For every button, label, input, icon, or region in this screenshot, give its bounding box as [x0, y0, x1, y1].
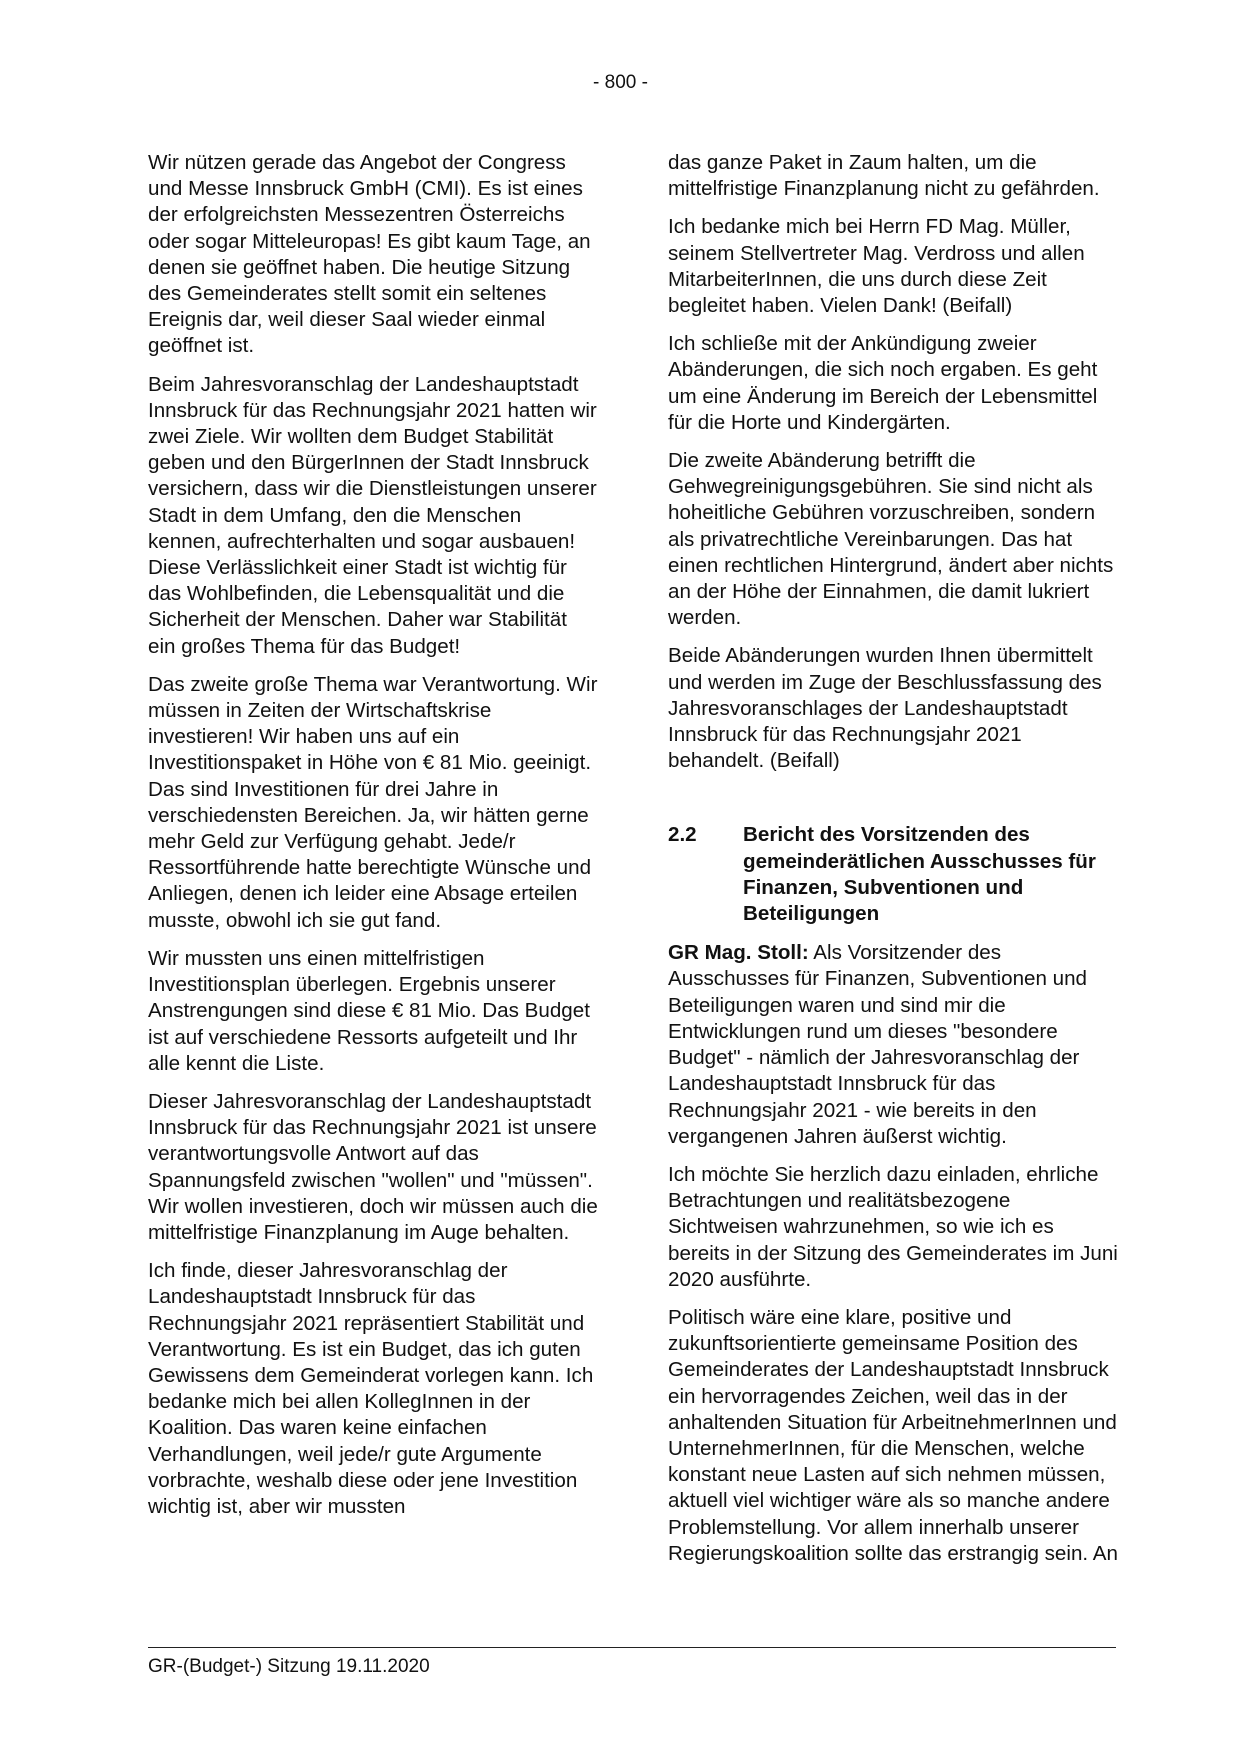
- paragraph: Die zweite Abänderung betrifft die Gehwegreinigungsgebühren. Sie sind nicht als hoheitliche Gebühren vorzuschreiben, sondern als privatrechtliche Vereinbarungen. Das hat einen rechtlichen Hintergrund, ändert aber nichts an der Höhe der Einnahmen, die damit lukriert werden.: [668, 449, 1114, 630]
- paragraph: Wir nützen gerade das Angebot der Congress und Messe Innsbruck GmbH (CMI). Es ist eines der erfolgreichsten Messezentren Österreichs oder sogar Mitteleuropas! Es gibt kaum Tage, an denen sie geöffnet haben. Die heutige Sitzung des Gemeinderates stellt somit ein seltenes Ereignis dar, weil dieser Saal wieder einmal geöffnet ist.: [148, 151, 591, 358]
- paragraph: Politisch wäre eine klare, positive und zukunftsorientierte gemeinsame Position des Gemeinderates der Landeshauptstadt Innsbruck ein hervorragendes Zeichen, weil das in der anhaltenden Situation für ArbeitnehmerInnen und UnternehmerInnen, für die Menschen, welche konstant neue Lasten auf sich nehmen müssen, aktuell viel wichtiger wäre als so manche andere Problemstellung. Vor allem innerhalb unserer Regierungskoalition sollte das erstrangig sein. An: [668, 1305, 1118, 1565]
- section-title: Bericht des Vorsitzenden des gemeinderätlichen Ausschusses für Finanzen, Subventionen und Beteiligungen: [743, 823, 1096, 926]
- section-heading: [668, 822, 1118, 927]
- paragraph: das ganze Paket in Zaum halten, um die mittelfristige Finanzplanung nicht zu gefährden.: [668, 151, 1100, 201]
- paragraph: Ich möchte Sie herzlich dazu einladen, ehrliche Betrachtungen und realitätsbezogene Sichtweisen wahrzunehmen, so wie ich es bereits in der Sitzung des Gemeinderates im Juni 2020 ausführte.: [668, 1162, 1118, 1291]
- left-column: [148, 150, 598, 1532]
- right-column: [668, 150, 1118, 1579]
- paragraph: Ich schließe mit der Ankündigung zweier Abänderungen, die sich noch ergaben. Es geht um eine Änderung im Bereich der Lebensmittel für die Horte und Kindergärten.: [668, 332, 1098, 434]
- speaker-text: Als Vorsitzender des Ausschusses für Finanzen, Subventionen und Beteiligungen waren und sind mir die Entwicklungen rund um dieses "besondere Budget" - nämlich der Jahresvoranschlag der Landeshauptstadt Innsbruck für das Rechnungsjahr 2021 - wie bereits in den vergangenen Jahren äußerst wichtig.: [668, 941, 1088, 1148]
- speaker-paragraph: [668, 940, 1118, 1150]
- paragraph: Das zweite große Thema war Verantwortung. Wir müssen in Zeiten der Wirtschaftskrise investieren! Wir haben uns auf ein Investitionspaket in Höhe von € 81 Mio. geeinigt. Das sind Investitionen für drei Jahre in verschiedensten Bereichen. Ja, wir hätten gerne mehr Geld zur Verfügung gehabt. Jede/r Ressortführende hatte berechtigte Wünsche und Anliegen, denen ich leider eine Absage erteilen musste, obwohl ich sie gut fand.: [148, 672, 598, 932]
- paragraph: Beide Abänderungen wurden Ihnen übermittelt und werden im Zuge der Beschlussfassung des Jahresvoranschlages der Landeshauptstadt Innsbruck für das Rechnungsjahr 2021 behandelt. (Beifall): [668, 644, 1102, 773]
- speaker-name: GR Mag. Stoll:: [668, 941, 809, 965]
- section-number: 2.2: [668, 823, 697, 847]
- paragraph: Dieser Jahresvoranschlag der Landeshauptstadt Innsbruck für das Rechnungsjahr 2021 ist unsere verantwortungsvolle Antwort auf das Spannungsfeld zwischen "wollen" und "müssen". Wir wollen investieren, doch wir müssen auch die mittelfristige Finanzplanung im Auge behalten.: [148, 1089, 598, 1244]
- footer-session-label: GR-(Budget-) Sitzung 19.11.2020: [148, 1656, 430, 1677]
- page-number: - 800 -: [593, 72, 648, 93]
- paragraph: Wir mussten uns einen mittelfristigen Investitionsplan überlegen. Ergebnis unserer Anstrengungen sind diese € 81 Mio. Das Budget ist auf verschiedene Ressorts aufgeteilt und Ihr alle kennt die Liste.: [148, 946, 590, 1075]
- paragraph: Beim Jahresvoranschlag der Landeshauptstadt Innsbruck für das Rechnungsjahr 2021 hatten wir zwei Ziele. Wir wollten dem Budget Stabilität geben und den BürgerInnen der Stadt Innsbruck versichern, dass wir die Dienstleistungen unserer Stadt in dem Umfang, den die Menschen kennen, aufrechterhalten und sogar ausbauen! Diese Verlässlichkeit einer Stadt ist wichtig für das Wohlbefinden, die Lebensqualität und die Sicherheit der Menschen. Daher war Stabilität ein großes Thema für das Budget!: [148, 372, 597, 658]
- paragraph: Ich bedanke mich bei Herrn FD Mag. Müller, seinem Stellvertreter Mag. Verdross und allen MitarbeiterInnen, die uns durch diese Zeit begleitet haben. Vielen Dank! (Beifall): [668, 215, 1085, 318]
- footer-divider: [148, 1647, 1116, 1648]
- paragraph: Ich finde, dieser Jahresvoranschlag der Landeshauptstadt Innsbruck für das Rechnungsjahr 2021 repräsentiert Stabilität und Verantwortung. Es ist ein Budget, das ich guten Gewissens dem Gemeinderat vorlegen kann. Ich bedanke mich bei allen KollegInnen in der Koalition. Das waren keine einfachen Verhandlungen, weil jede/r gute Argumente vorbrachte, weshalb diese oder jene Investition wichtig ist, aber wir mussten: [148, 1259, 594, 1518]
